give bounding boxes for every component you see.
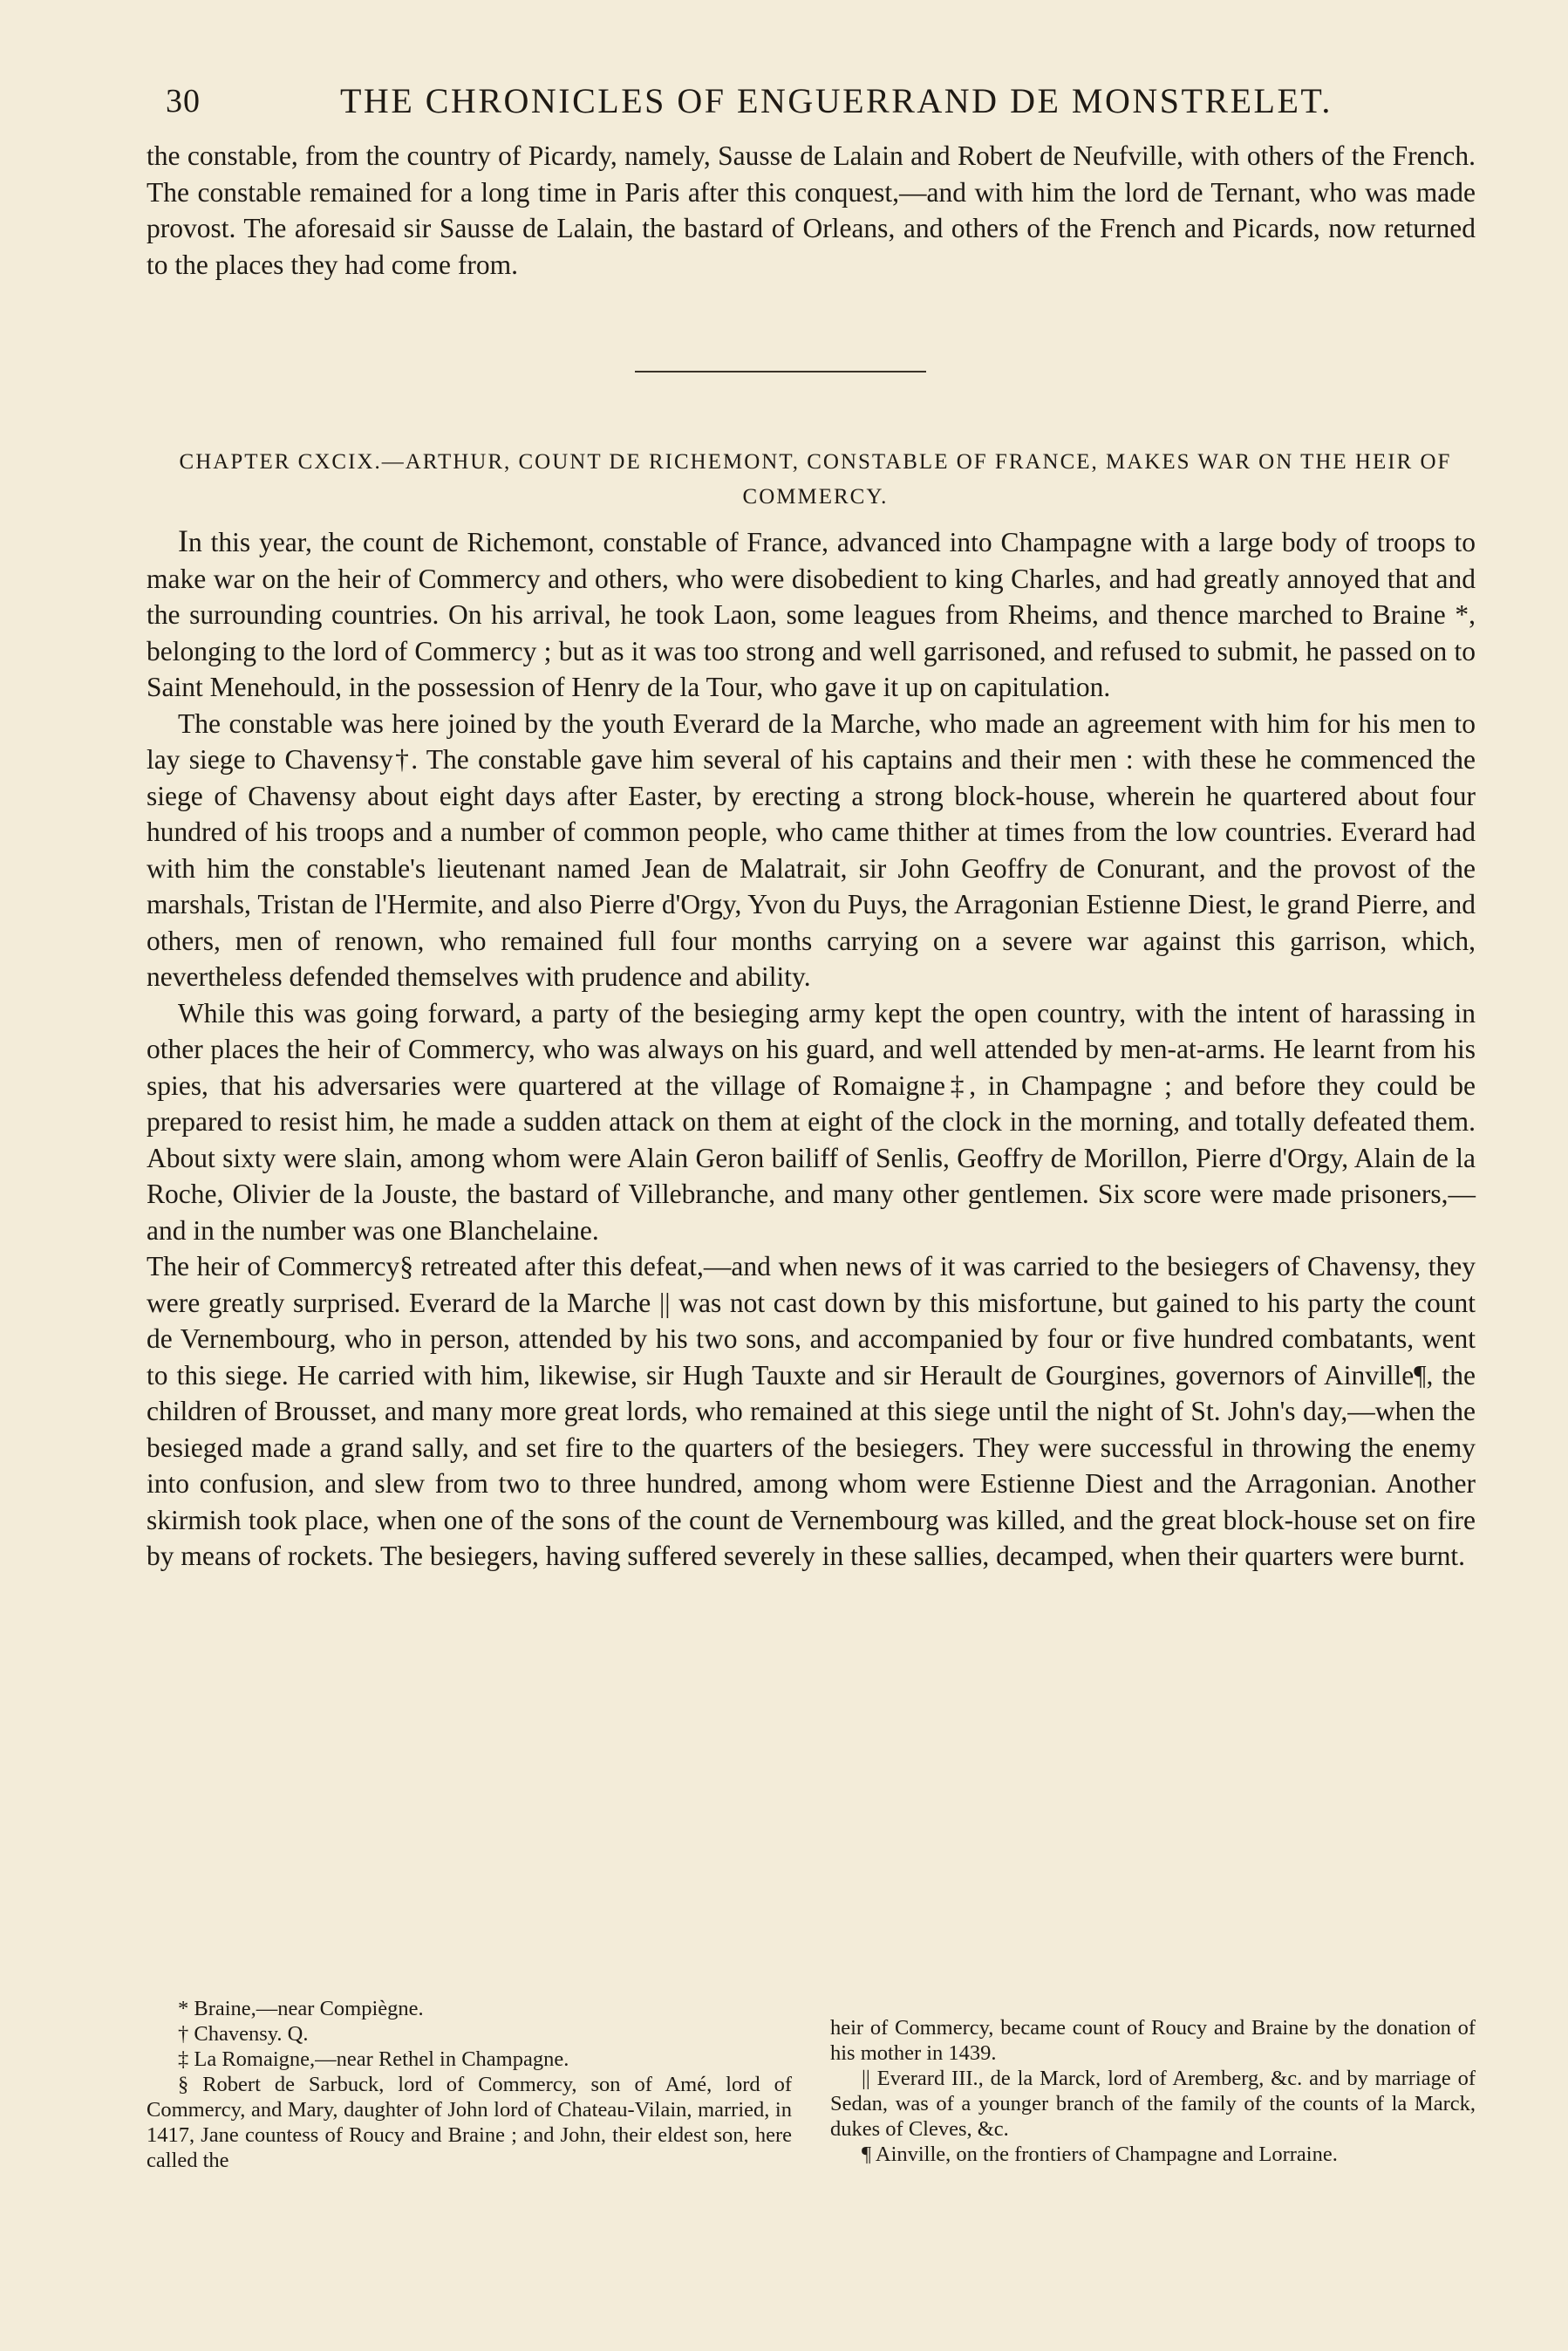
chapter-heading: CHAPTER CXCIX.—ARTHUR, COUNT DE RICHEMONT, CONSTABLE OF FRANCE, MAKES WAR ON THE HEIR OF COMMERCY.	[179, 450, 1452, 509]
body-paragraph: In this year, the count de Richemont, constable of France, advanced into Champagne with a large body of troops to make war on the heir of Commercy and others, who were disobedient to king Charles, and had greatly annoyed that and the surrounding countries. On his arrival, he took Laon, some leagues from Rheims, and thence marched to Braine *, belonging to the lord of Commercy ; but as it was too strong and well garrisoned, and refused to submit, he passed on to Saint Menehould, in the possession of Henry de la Tour, who gave it up on capitulation.	[147, 523, 1476, 702]
body-paragraph: The constable was here joined by the youth Everard de la Marche, who made an agreement with him for his men to lay siege to Chavensy†. The constable gave him several of his captains and their men : with these he commenced the siege of Chavensy about eight days after Easter, by erecting a strong block-house, wherein he quartered about four hundred of his troops and a number of common people, who came thither at times from the low countries. Everard had with him the constable's lieutenant named Jean de Malatrait, sir John Geoffry de Conurant, and the provost of the marshals, Tristan de l'Hermite, and also Pierre d'Orgy, Yvon du Puys, the Arragonian Estienne Diest, le grand Pierre, and others, men of renown, who remained full four months carrying on a severe war against this garrison, which, nevertheless defended themselves with prudence and ability.	[147, 707, 1476, 992]
intro-section	[147, 138, 1476, 283]
footnotes	[147, 1996, 1476, 2173]
footnote: * Braine,—near Compiègne.	[178, 1997, 424, 2020]
body-paragraph: While this was going forward, a party of the besieging army kept the open country, with the intent of harassing in other places the heir of Commercy, who was always on his guard, and well attended by men-at-arms. He learnt from his spies, that his adversaries were quartered at the village of Romaigne‡, in Champagne ; and before they could be prepared to resist him, he made a sudden attack on them at eight of the clock in the morning, and totally defeated them. About sixty were slain, among whom were Alain Geron bailiff of Senlis, Geoffry de Morillon, Pierre d'Orgy, Alain de la Roche, Olivier de la Jouste, the bastard of Villebranche, and many other gentlemen. Six score were made prisoners,—and in the number was one Blanchelaine.	[147, 997, 1476, 1246]
footnote: † Chavensy. Q.	[178, 2022, 309, 2046]
footnotes-right-column	[830, 1996, 1476, 2173]
page-number: 30	[166, 83, 201, 120]
footnote: § Robert de Sarbuck, lord of Commercy, son of Amé, lord of Commercy, and Mary, daughter of John lord of Chateau-Vilain, married, in 1417, Jane countess of Roucy and Braine ; and John, their eldest son, here called the	[147, 2073, 792, 2172]
footnote-continuation: heir of Commercy, became count of Roucy and Braine by the donation of his mother in 1439.	[830, 2016, 1476, 2065]
footnote: ¶ Ainville, on the frontiers of Champagne and Lorraine.	[862, 2143, 1338, 2166]
chapter-body	[147, 523, 1476, 1575]
running-head	[166, 75, 1491, 127]
footnotes-left-column	[147, 1996, 792, 2173]
footnote: ‡ La Romaigne,—near Rethel in Champagne.	[178, 2047, 569, 2071]
section-divider	[635, 371, 926, 372]
intro-paragraph: the constable, from the country of Picardy, namely, Sausse de Lalain and Robert de Neufville, with others of the French. The constable remained for a long time in Paris after this conquest,—and with him the lord de Ternant, who was made provost. The aforesaid sir Sausse de Lalain, the bastard of Orleans, and others of the French and Picards, now returned to the places they had come from.	[147, 140, 1476, 280]
footnote: || Everard III., de la Marck, lord of Aremberg, &c. and by marriage of Sedan, was of a younger branch of the family of the counts of la Marck, dukes of Cleves, &c.	[830, 2067, 1476, 2141]
book-title-header: THE CHRONICLES OF ENGUERRAND DE MONSTRELET.	[340, 81, 1333, 120]
body-paragraph: The heir of Commercy§ retreated after this defeat,—and when news of it was carried to the besiegers of Chavensy, they were greatly surprised. Everard de la Marche || was not cast down by this misfortune, but gained to his party the count de Vernembourg, who in person, attended by his two sons, and accompanied by four or five hundred combatants, went to this siege. He carried with him, likewise, sir Hugh Tauxte and sir Herault de Gourgines, governors of Ainville¶, the children of Brousset, and many more great lords, who remained at this siege until the night of St. John's day,—when the besieged made a grand sally, and set fire to the quarters of the besiegers. They were successful in throwing the enemy into confusion, and slew from two to three hundred, among whom were Estienne Diest and the Arragonian. Another skirmish took place, when one of the sons of the count de Vernembourg was killed, and the great block-house set on fire by means of rockets. The besiegers, having suffered severely in these sallies, decamped, when their quarters were burnt.	[147, 1251, 1476, 1571]
